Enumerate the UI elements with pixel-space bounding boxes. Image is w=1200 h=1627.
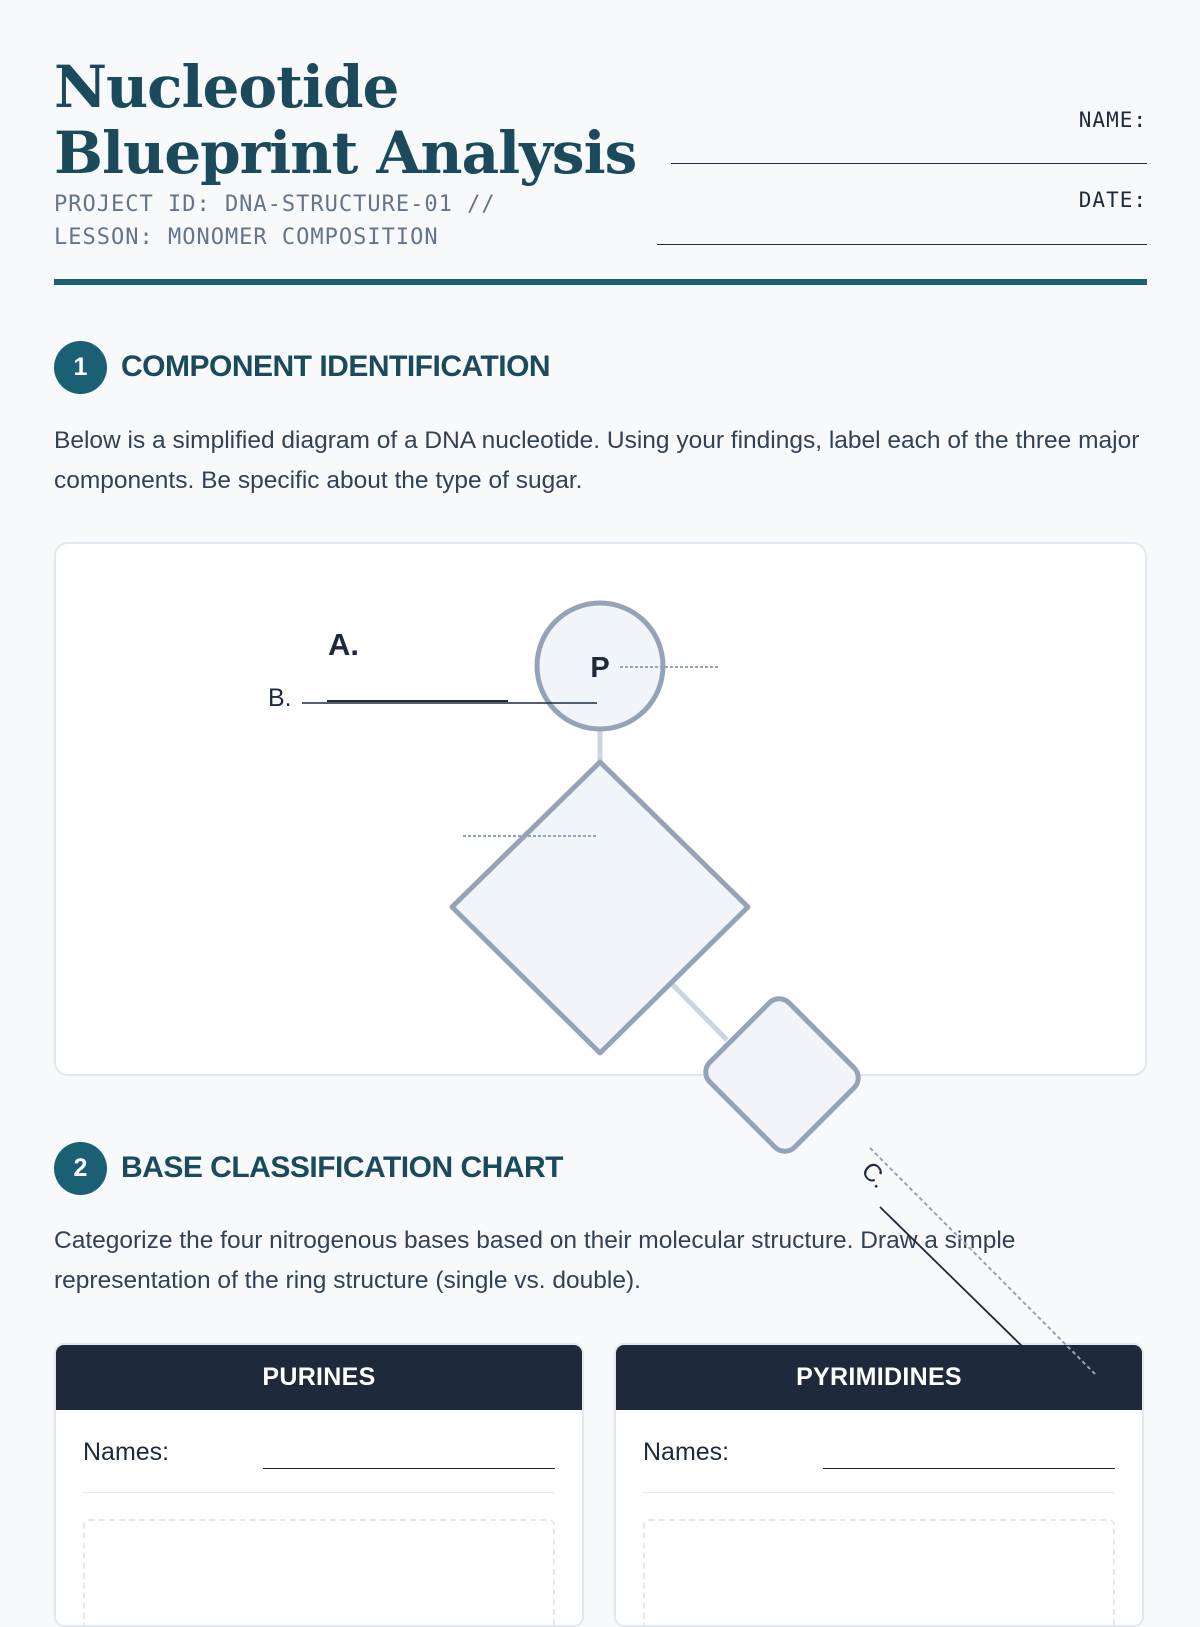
project-id: PROJECT ID: DNA-STRUCTURE-01 // xyxy=(54,192,496,217)
pyrimidines-drawing-area[interactable] xyxy=(643,1519,1115,1627)
name-label: NAME: xyxy=(1078,108,1147,132)
section-2-number: 2 xyxy=(54,1142,107,1195)
header-divider xyxy=(54,279,1147,285)
pyrimidines-names-field[interactable] xyxy=(823,1468,1115,1469)
pyrimidines-header: PYRIMIDINES xyxy=(616,1345,1142,1410)
date-field[interactable] xyxy=(657,244,1147,245)
purines-names-row xyxy=(83,1410,555,1493)
pyrimidines-card xyxy=(614,1343,1144,1627)
lesson-name: LESSON: MONOMER COMPOSITION xyxy=(54,225,439,250)
purines-names-field[interactable] xyxy=(263,1468,555,1469)
label-c: C. xyxy=(855,1156,894,1194)
phosphate-symbol: P xyxy=(590,652,610,684)
date-label: DATE: xyxy=(1078,188,1147,212)
section-1-number: 1 xyxy=(54,341,107,394)
label-a: A. xyxy=(328,627,359,662)
name-field[interactable] xyxy=(671,163,1147,164)
purines-card xyxy=(54,1343,584,1627)
section-2-description: Categorize the four nitrogenous bases based on their molecular structure. Draw a simple representation of the ring structure (single vs. double). xyxy=(54,1227,1016,1294)
purines-header: PURINES xyxy=(56,1345,582,1410)
page-title: Nucleotide Blueprint Analysis xyxy=(54,53,637,187)
project-meta xyxy=(54,188,614,254)
section-2-title: BASE CLASSIFICATION CHART xyxy=(121,1151,563,1184)
label-b: B. xyxy=(268,684,292,712)
section-1-description: Below is a simplified diagram of a DNA nucleotide. Using your findings, label each of the three major components. Be specific about the type of sugar. xyxy=(54,427,1140,494)
pyrimidines-names-label: Names: xyxy=(643,1438,730,1466)
purines-names-label: Names: xyxy=(83,1438,170,1466)
purines-drawing-area[interactable] xyxy=(83,1519,555,1627)
section-2-heading xyxy=(54,1141,563,1195)
section-1-heading xyxy=(54,340,550,394)
section-1-title: COMPONENT IDENTIFICATION xyxy=(121,350,551,383)
pyrimidines-names-row xyxy=(643,1410,1115,1493)
